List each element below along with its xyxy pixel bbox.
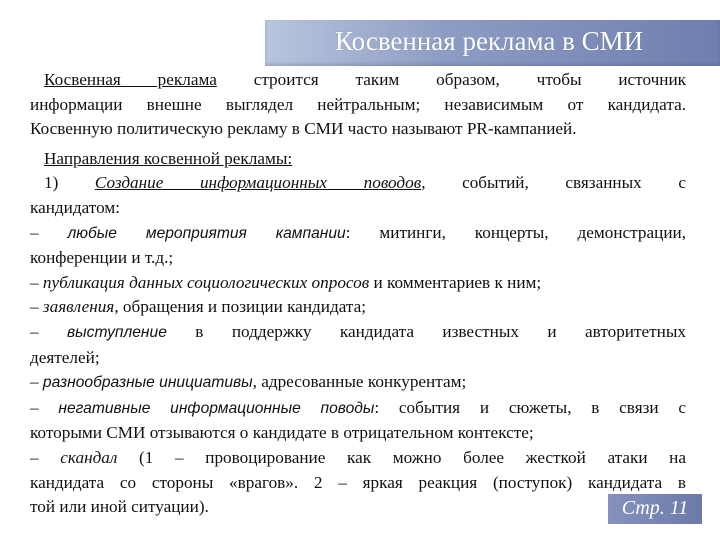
list-item-events: – любые мероприятия кампании: митинги, концерты, демонстрации, xyxy=(30,222,687,242)
speeches-continuation: деятелей; xyxy=(30,347,100,367)
statements-term: заявления xyxy=(42,297,115,317)
events-term: любые мероприятия кампании xyxy=(67,224,346,242)
list-item-scandal: – скандал (1 – провоцирование как можно более жесткой атаки на xyxy=(30,447,687,467)
scandal-continuation-2: той или иной ситуации). xyxy=(30,497,209,517)
item1-text: , событий, связанных с xyxy=(421,173,686,193)
intro-text-1: строится таким образом, чтобы источник xyxy=(216,70,686,89)
directions-heading: Направления косвенной рекламы: xyxy=(44,148,293,168)
surveys-term: публикация данных социологических опросов xyxy=(42,272,370,292)
list-item-surveys: – публикация данных социологических опросов и комментариев к ним; xyxy=(30,272,542,292)
list-item-negative: – негативные информационные поводы: события и сюжеты, в связи с xyxy=(30,397,687,417)
list-item-initiatives: – разнообразные инициативы, адресованные конкурентам; xyxy=(30,372,467,392)
initiatives-text: , адресованные конкурентам; xyxy=(252,372,467,392)
directions-section xyxy=(30,147,686,520)
speeches-text: в поддержку кандидата известных и авторитетных xyxy=(166,321,686,341)
title-bar xyxy=(265,20,720,66)
negative-text: : события и сюжеты, в связи с xyxy=(374,397,687,417)
slide-body xyxy=(30,68,686,520)
list-item-statements: – заявления, обращения и позиции кандидата; xyxy=(30,297,367,317)
page-number: Стр. 11 xyxy=(621,497,689,519)
page-title: Косвенная реклама в СМИ xyxy=(335,26,644,56)
negative-term: негативные информационные поводы xyxy=(58,399,375,417)
item1-term: Создание информационных поводов xyxy=(94,173,422,193)
intro-paragraph xyxy=(30,68,686,142)
scandal-text: (1 – провоцирование как можно более жесткой атаки на xyxy=(117,447,687,467)
statements-text: , обращения и позиции кандидата; xyxy=(114,297,367,317)
events-text: : митинги, концерты, демонстрации, xyxy=(345,222,687,242)
scandal-continuation-1: кандидата со стороны «врагов». 2 – яркая реакция (поступок) кандидата в xyxy=(30,472,686,492)
events-continuation: конференции и т.д.; xyxy=(30,248,174,268)
item-number: 1) xyxy=(44,173,95,193)
item1-continuation: кандидатом: xyxy=(30,197,120,217)
speeches-term: выступление xyxy=(67,323,167,341)
initiatives-term: разнообразные инициативы xyxy=(42,374,253,392)
intro-line-3: Косвенную политическую рекламу в СМИ часто называют PR-кампанией. xyxy=(30,119,577,139)
direction-item-1 xyxy=(30,171,686,196)
list-item-speeches: – выступление в поддержку кандидата известных и авторитетных xyxy=(30,321,686,341)
negative-continuation: которыми СМИ отзываются о кандидате в отрицательном контексте; xyxy=(30,423,534,443)
intro-line-1 xyxy=(30,68,686,93)
surveys-text: и комментариев к ним; xyxy=(369,272,542,292)
intro-line-2: информации внешне выглядел нейтральным; независимым от кандидата. xyxy=(30,94,686,114)
term-indirect-advertising: Косвенная реклама xyxy=(44,70,217,89)
scandal-term: скандал xyxy=(60,447,118,467)
page-number-badge xyxy=(608,494,702,524)
